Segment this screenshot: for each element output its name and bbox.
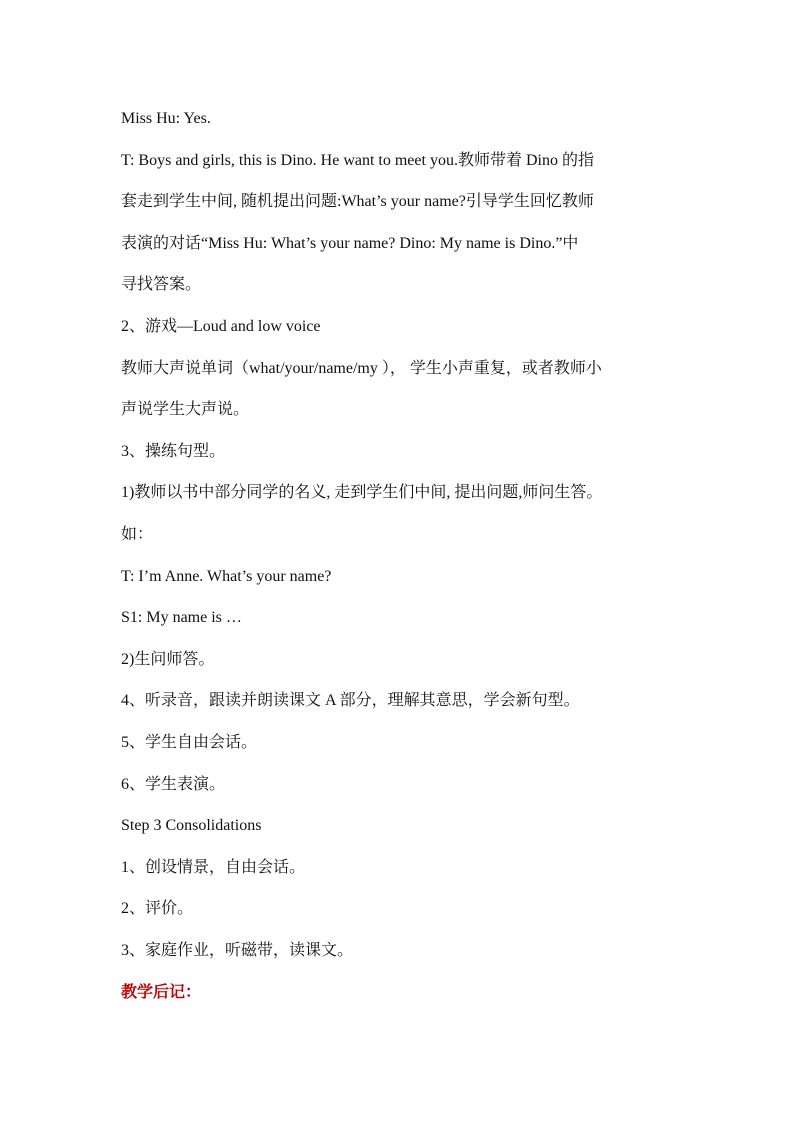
text-line-4: 表演的对话“Miss Hu: What’s your name? Dino: My name is Dino.”中 [121,234,579,252]
lesson-plan-content [121,98,677,1013]
text-line-11: 如： [121,525,154,543]
text-line-6: 2、游戏—Loud and low voice [121,317,321,335]
text-line-7: 教师大声说单词（what/your/name/my ）， 学生小声重复，或者教师小 [121,359,602,377]
teaching-note-heading: 教学后记： [121,982,202,1002]
text-line-21: 3、家庭作业，听磁带，读课文。 [121,941,354,959]
text-line-1: Miss Hu: Yes. [121,110,211,127]
text-line-10: 1)教师以书中部分同学的名义, 走到学生们中间, 提出问题,师问生答。 [121,484,603,502]
text-line-8: 声说学生大声说。 [121,401,250,419]
text-line-16: 5、学生自由会话。 [121,733,258,751]
text-line-3: 套走到学生中间, 随机提出问题:What’s your name?引导学生回忆教师 [121,193,594,211]
text-line-20: 2、评价。 [121,900,194,918]
text-line-19: 1、创设情景，自由会话。 [121,858,306,876]
text-line-9: 3、操练句型。 [121,442,226,460]
text-line-18: Step 3 Consolidations [121,817,262,835]
text-line-5: 寻找答案。 [121,276,202,294]
text-line-14: 2)生问师答。 [121,650,215,668]
text-line-12: T: I’m Anne. What’s your name? [121,567,332,585]
text-line-17: 6、学生表演。 [121,775,226,793]
text-line-15: 4、听录音，跟读并朗读课文 A 部分，理解其意思，学会新句型。 [121,692,580,710]
text-line-13: S1: My name is … [121,609,242,627]
text-line-2: T: Boys and girls, this is Dino. He want to meet you.教师带着 Dino 的指 [121,151,594,169]
